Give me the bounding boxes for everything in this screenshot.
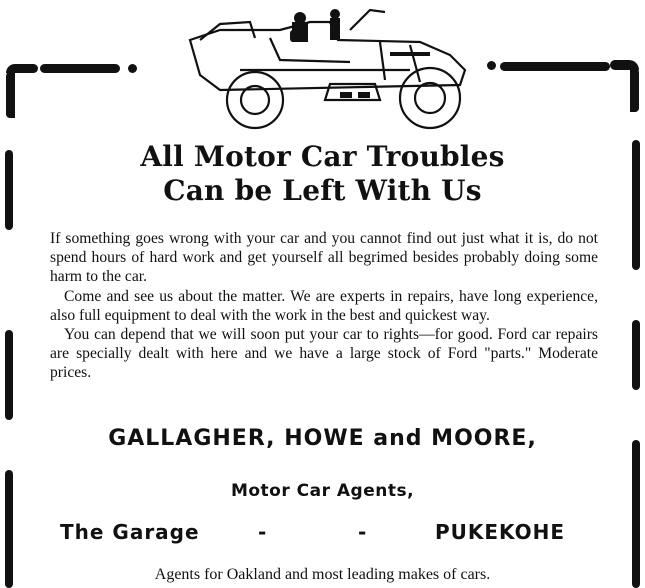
- headline-line-2: Can be Left With Us: [163, 174, 482, 207]
- vintage-motor-car-icon: [180, 0, 475, 135]
- address-right: PUKEKOHE: [435, 520, 566, 544]
- firm-name: GALLAGHER, HOWE and MOORE,: [108, 426, 537, 451]
- headline-line-1: All Motor Car Troubles: [140, 140, 505, 173]
- frame-left-corner-top: [6, 64, 38, 73]
- frame-right-corner-top: [610, 60, 639, 70]
- frame-dot: [487, 61, 496, 70]
- firm-role: Motor Car Agents,: [230, 481, 415, 501]
- frame-top-right-bar: [500, 62, 610, 71]
- body-paragraph: If something goes wrong with your car and you cannot find out just what it is, do not spend hours of hard work and get yourself all begrimed besides probably doing some harm to the car.: [50, 230, 598, 286]
- body-paragraph: You can depend that we will soon put your car to rights—for good. Ford car repairs are specially dealt with here and we have a large stock of Ford "parts." Moderate prices.: [50, 326, 598, 382]
- body-paragraph: Come and see us about the matter. We are experts in repairs, have long experience, also full equipment to deal with the work in the best and quickest way.: [50, 287, 598, 324]
- address-dash: -: [358, 520, 368, 544]
- address-dash: -: [258, 520, 268, 544]
- frame-right-side-2: [632, 320, 640, 390]
- frame-left-side-2: [5, 330, 13, 420]
- address-left: The Garage: [60, 520, 200, 544]
- frame-dot: [128, 64, 137, 73]
- footer-note: Agents for Oakland and most leading makes of cars.: [154, 566, 491, 583]
- frame-top-left-bar: [40, 64, 120, 73]
- advert-body: [50, 229, 598, 383]
- frame-left-corner: [6, 68, 15, 118]
- frame-right-corner: [630, 64, 639, 112]
